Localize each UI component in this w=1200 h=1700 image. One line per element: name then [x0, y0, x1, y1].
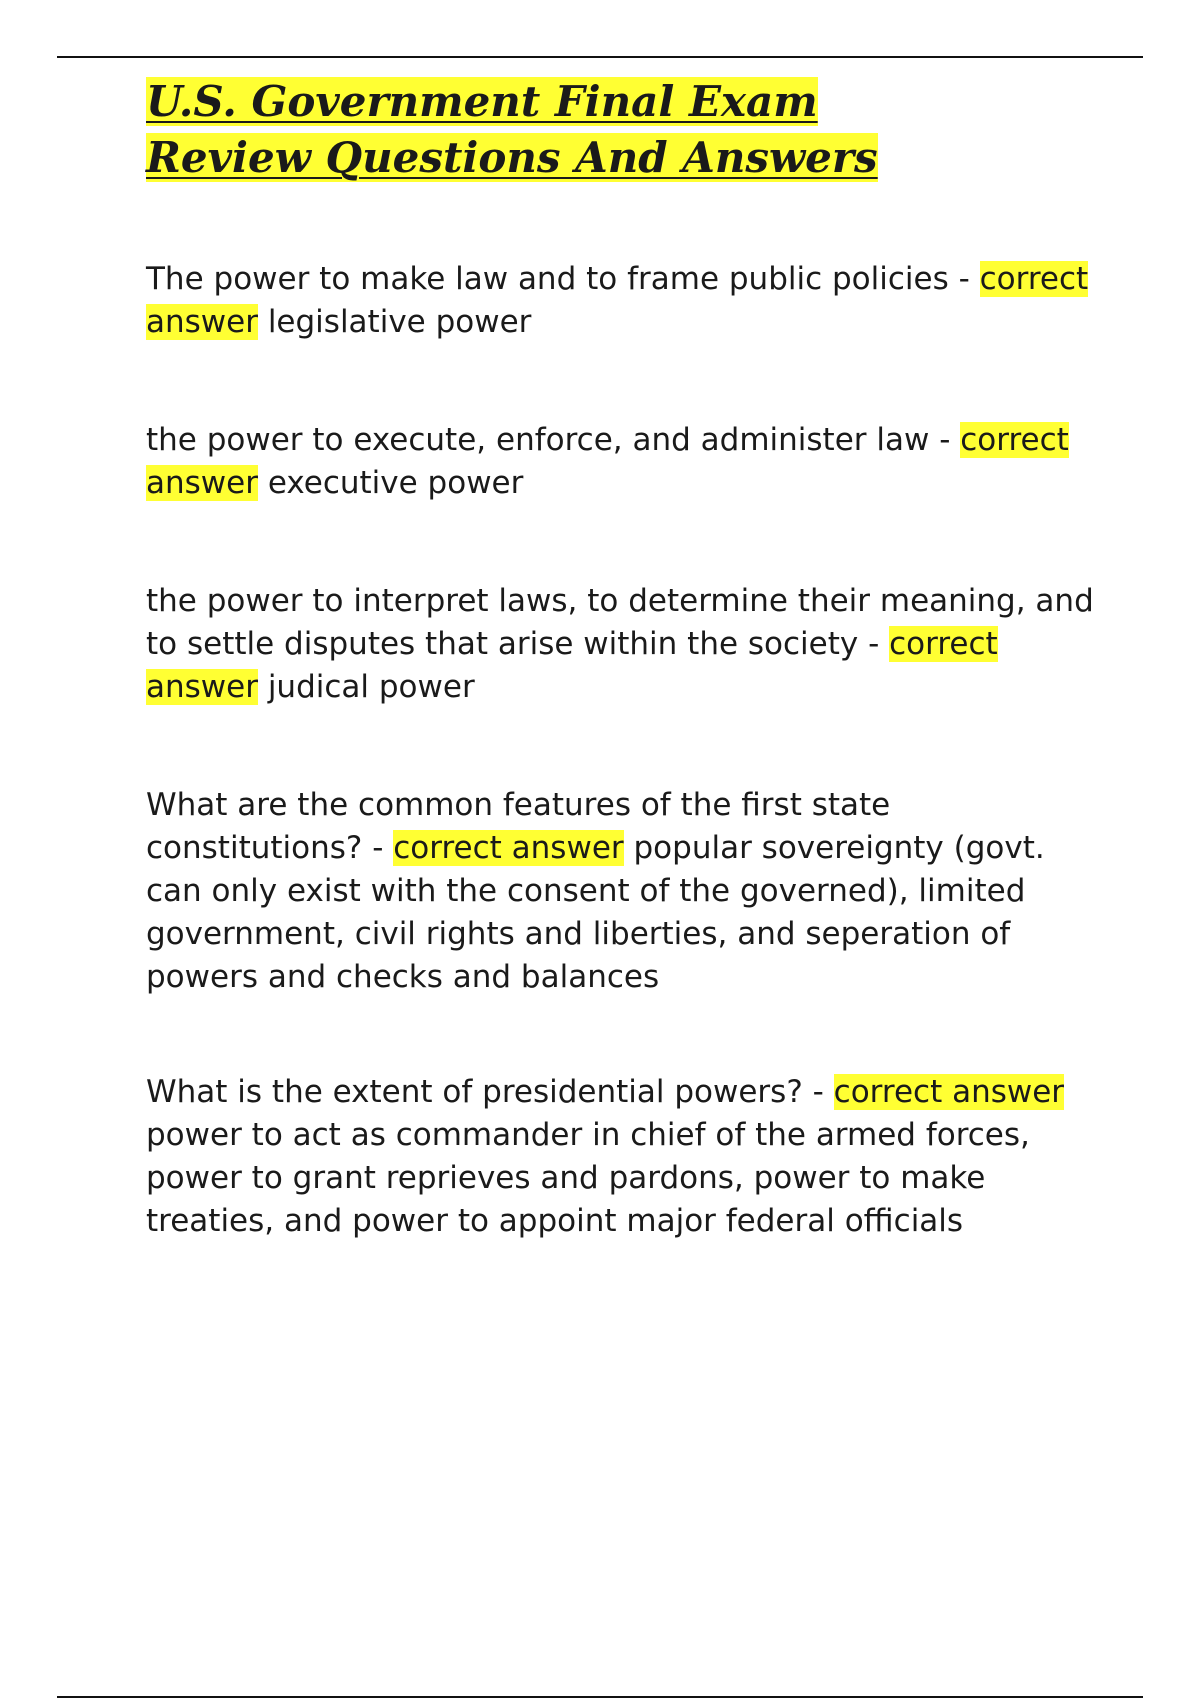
- document-body: [146, 74, 1106, 1243]
- question-text: the power to execute, enforce, and administer law -: [146, 422, 961, 458]
- answer-text: executive power: [257, 465, 524, 501]
- question-text: the power to interpret laws, to determine their meaning, and to settle disputes that arise within the society -: [146, 583, 1094, 662]
- question-text: What are the common features of the first state constitutions? -: [146, 787, 891, 866]
- qa-item-2: [146, 419, 1106, 505]
- document-title-text: U.S. Government Final Exam Review Questions And Answers: [146, 77, 878, 182]
- document-title: [146, 74, 926, 186]
- answer-text: popular sovereignty (govt. can only exist with the consent of the governed), limited government, civil rights and liberties, and seperation of powers and checks and balances: [146, 830, 1045, 995]
- bottom-rule: [57, 1696, 1143, 1698]
- qa-item-1: [146, 258, 1106, 344]
- answer-text: power to act as commander in chief of the armed forces, power to grant reprieves and pardons, power to make treaties, and power to appoint major federal officials: [146, 1117, 1030, 1239]
- qa-item-5: [146, 1071, 1106, 1243]
- correct-answer-marker: correct answer: [146, 422, 1069, 501]
- question-text: What is the extent of presidential powers? -: [146, 1074, 834, 1110]
- correct-answer-marker: correct answer: [146, 626, 998, 705]
- correct-answer-marker: correct answer: [146, 261, 1089, 340]
- top-rule: [57, 56, 1143, 58]
- qa-item-4: [146, 784, 1106, 999]
- answer-text: legislative power: [257, 304, 532, 340]
- correct-answer-marker: correct answer: [833, 1074, 1065, 1110]
- correct-answer-marker: correct answer: [393, 830, 624, 866]
- qa-item-3: [146, 580, 1106, 709]
- answer-text: judical power: [257, 669, 475, 705]
- question-text: The power to make law and to frame public policies -: [146, 261, 980, 297]
